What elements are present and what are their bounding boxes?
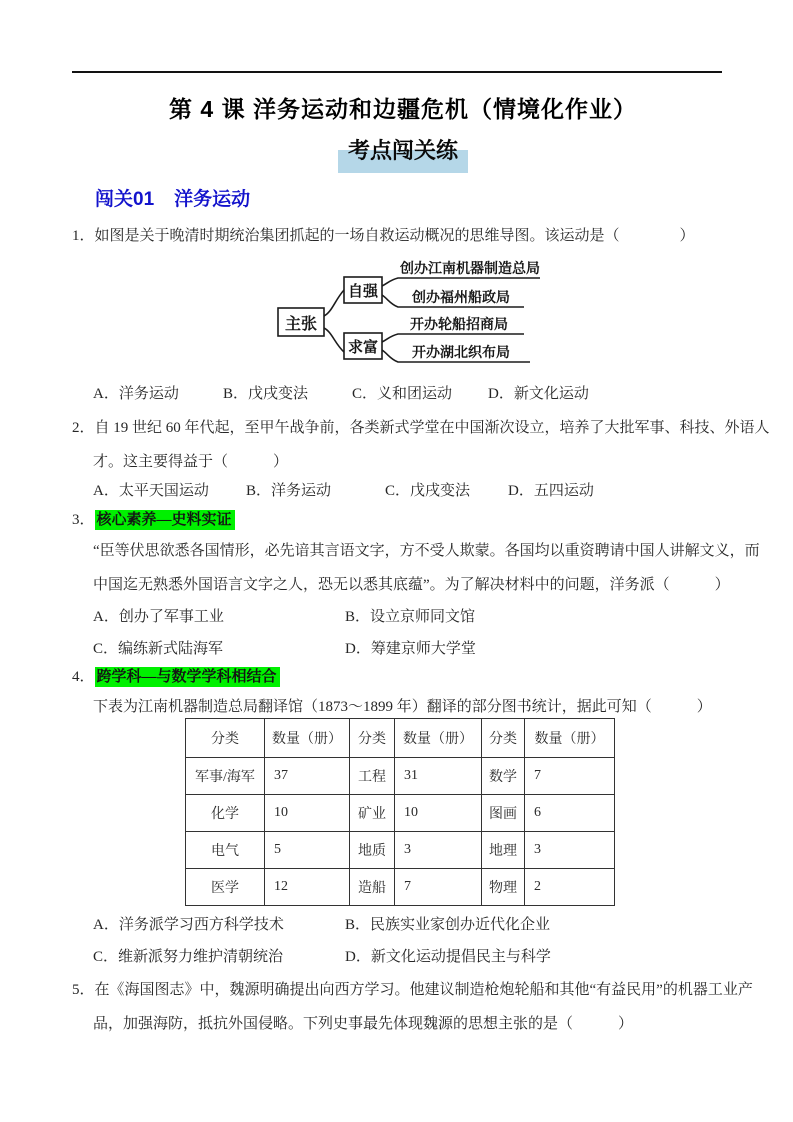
option-b: B．设立京师同文馆 <box>345 609 476 625</box>
subtitle-text: 考点闯关练 <box>347 138 458 163</box>
mindmap-leaf-1: 创办江南机器制造总局 <box>400 262 540 277</box>
connector-root-to-qiufu <box>324 328 344 352</box>
option-a: A．太平天国运动 <box>93 483 209 499</box>
question-4-options-row-2 <box>93 946 734 968</box>
option-a: A．创办了军事工业 <box>93 609 224 625</box>
books-table <box>185 718 615 906</box>
data-cell: 图画 <box>482 795 525 832</box>
question-1-text: 1．如图是关于晚清时期统治集团抓起的一场自救运动概况的思维导图。该运动是（ ） <box>72 228 695 244</box>
subtitle-row <box>72 137 734 169</box>
header-cell: 数量（册） <box>395 719 482 758</box>
data-cell: 电气 <box>186 832 265 869</box>
option-d: D．五四运动 <box>508 483 594 499</box>
question-3-quote-line-1: “臣等伏思欲悉各国情形，必先谙其言语文字，方不受人欺蒙。各国均以重资聘请中国人讲解文义，而 <box>93 543 760 559</box>
data-cell: 37 <box>265 758 350 795</box>
data-cell: 3 <box>395 832 482 869</box>
header-cell: 分类 <box>186 719 265 758</box>
option-a: A．洋务派学习西方科学技术 <box>93 917 284 933</box>
mindmap-diagram <box>272 252 572 374</box>
option-c: C．编练新式陆海军 <box>93 641 224 657</box>
question-4-label-highlight: 跨学科—与数学学科相结合 <box>95 667 280 687</box>
option-c: C．维新派努力维护清朝统治 <box>93 949 284 965</box>
top-rule <box>72 71 722 73</box>
option-a: A．洋务运动 <box>93 386 179 402</box>
option-d: D．新文化运动提倡民主与科学 <box>345 949 551 965</box>
data-cell: 物理 <box>482 869 525 906</box>
mindmap-branch-ziqiang-label: 自强 <box>347 284 379 300</box>
data-cell: 31 <box>395 758 482 795</box>
data-cell: 2 <box>525 869 615 906</box>
data-cell: 7 <box>525 758 615 795</box>
table-row <box>186 758 615 795</box>
question-3-number: 3． <box>72 512 95 528</box>
mindmap-branch-qiufu-label: 求富 <box>347 340 379 356</box>
data-cell: 7 <box>395 869 482 906</box>
data-cell: 地理 <box>482 832 525 869</box>
connector-root-to-ziqiang <box>324 290 344 316</box>
mindmap-root-label: 主张 <box>284 316 318 333</box>
data-cell: 10 <box>395 795 482 832</box>
connector-leaf-3 <box>382 334 524 342</box>
mindmap-svg <box>272 252 572 374</box>
question-3-quote-line-2: 中国迄无熟悉外国语言文字之人，恐无以悉其底蕴”。为了解决材料中的问题，洋务派（ ） <box>93 577 730 593</box>
data-cell: 矿业 <box>350 795 395 832</box>
data-cell: 地质 <box>350 832 395 869</box>
option-c: C．戊戌变法 <box>385 483 471 499</box>
data-cell: 3 <box>525 832 615 869</box>
connector-leaf-1 <box>382 278 540 286</box>
question-4-label-line <box>72 665 734 689</box>
header-cell: 分类 <box>482 719 525 758</box>
data-cell: 造船 <box>350 869 395 906</box>
question-5-line-1: 5．在《海国图志》中，魏源明确提出向西方学习。他建议制造枪炮轮船和其他“有益民用”的机器工业产 <box>72 982 753 998</box>
header-cell: 数量（册） <box>265 719 350 758</box>
section-number: 闯关01 <box>95 189 155 210</box>
mindmap-leaf-4: 开办湖北织布局 <box>412 346 510 361</box>
data-cell: 军事/海军 <box>186 758 265 795</box>
table-row <box>186 832 615 869</box>
mindmap-leaf-2: 创办福州船政局 <box>412 291 510 306</box>
question-3-label-highlight: 核心素养—史料实证 <box>95 510 235 530</box>
question-4-number: 4． <box>72 669 95 685</box>
data-cell: 6 <box>525 795 615 832</box>
section-heading <box>95 186 734 213</box>
option-c: C．义和团运动 <box>352 386 453 402</box>
data-cell: 工程 <box>350 758 395 795</box>
data-cell: 数学 <box>482 758 525 795</box>
table-row <box>186 869 615 906</box>
table-row <box>186 795 615 832</box>
question-4-intro: 下表为江南机器制造总局翻译馆（1873～1899 年）翻译的部分图书统计，据此可知（ ） <box>93 699 712 715</box>
question-2-line-2: 才。这主要得益于（ ） <box>93 454 289 470</box>
question-5-line-2: 品，加强海防，抵抗外国侵略。下列史事最先体现魏源的思想主张的是（ ） <box>93 1016 634 1032</box>
header-cell: 分类 <box>350 719 395 758</box>
question-3-options-row-1 <box>93 606 734 628</box>
data-cell: 5 <box>265 832 350 869</box>
data-cell: 化学 <box>186 795 265 832</box>
option-b: B．戊戌变法 <box>223 386 309 402</box>
option-d: D．新文化运动 <box>488 386 589 402</box>
mindmap-leaf-3: 开办轮船招商局 <box>410 318 508 333</box>
option-d: D．筹建京师大学堂 <box>345 641 476 657</box>
subtitle <box>348 137 458 165</box>
question-4-options-row-1 <box>93 914 734 936</box>
question-3-options-row-2 <box>93 638 734 660</box>
question-3-label-line <box>72 508 734 532</box>
option-b: B．洋务运动 <box>246 483 332 499</box>
question-1-options <box>93 383 734 405</box>
question-2-line-1: 2．自 19 世纪 60 年代起，至甲午战争前，各类新式学堂在中国渐次设立，培养了大批军事、科技、外语人 <box>72 420 770 436</box>
question-2-options <box>93 480 734 502</box>
table-header-row <box>186 719 615 758</box>
section-name: 洋务运动 <box>174 189 251 210</box>
data-cell: 12 <box>265 869 350 906</box>
data-cell: 10 <box>265 795 350 832</box>
header-cell: 数量（册） <box>525 719 615 758</box>
page-title: 第 4 课 洋务运动和边疆危机（情境化作业） <box>169 96 637 122</box>
option-b: B．民族实业家创办近代化企业 <box>345 917 551 933</box>
data-cell: 医学 <box>186 869 265 906</box>
